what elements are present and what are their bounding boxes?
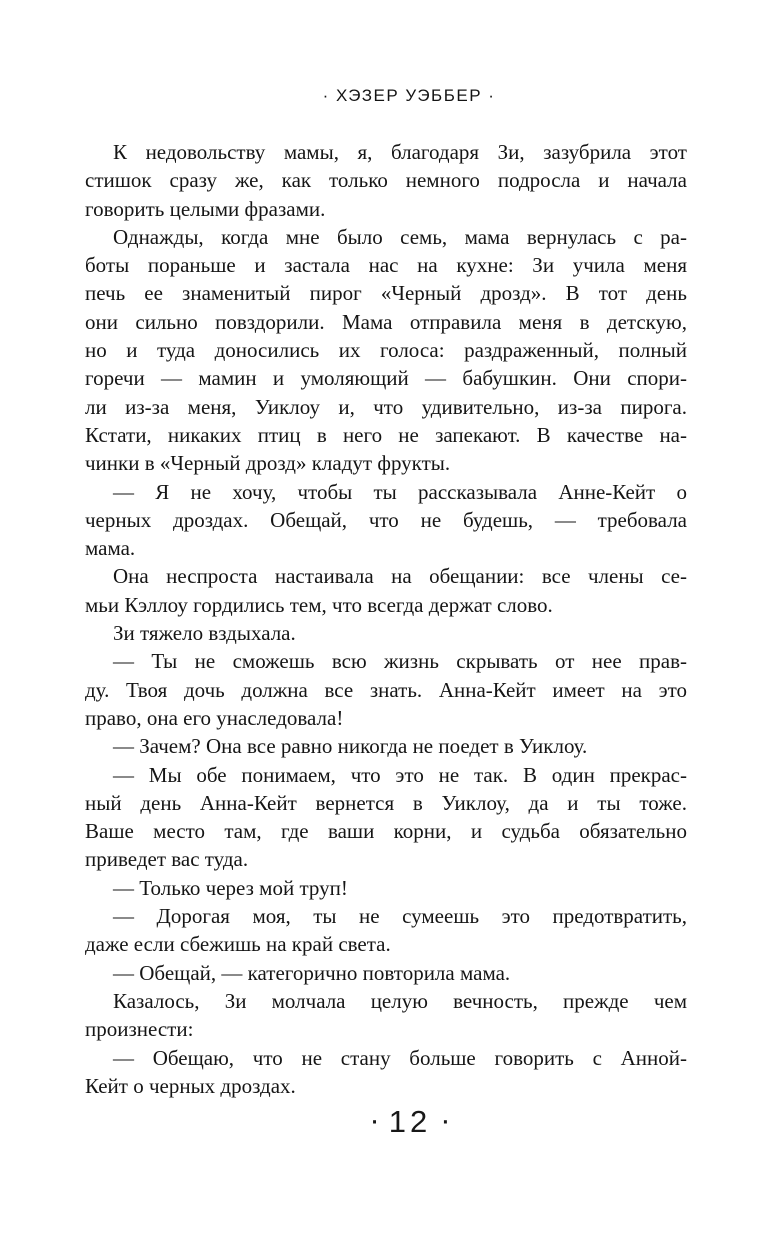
text-line: даже если сбежишь на край света. xyxy=(85,932,391,957)
text-line: — Обещай, — категорично повторила мама. xyxy=(113,960,511,985)
paragraph xyxy=(85,223,687,478)
text-line: мьи Кэллоу гордились тем, что всегда держат слово. xyxy=(85,592,553,617)
text-line: мама. xyxy=(85,536,136,561)
text-line: К недовольству мамы, я, благодаря Зи, зазубрила этот xyxy=(113,140,687,164)
paragraph xyxy=(85,478,687,563)
text-line: боты пораньше и застала нас на кухне: Зи учила меня xyxy=(85,253,687,278)
paragraph xyxy=(85,647,687,732)
text-line: Ваше место там, где ваши корни, и судьба обязательно xyxy=(85,819,687,844)
text-line: — Мы обе понимаем, что это не так. В один прекрас- xyxy=(113,762,687,787)
text-line: Кейт о черных дроздах. xyxy=(85,1073,296,1098)
page-number: 12 xyxy=(388,1104,432,1139)
text-line: приведет вас туда. xyxy=(85,847,249,872)
paragraph xyxy=(85,959,687,987)
text-line: Кстати, никаких птиц в него не запекают. В качестве на- xyxy=(85,422,687,447)
text-line: право, она его унаследовала! xyxy=(85,705,344,730)
text-line: Однажды, когда мне было семь, мама вернулась с ра- xyxy=(113,224,687,249)
paragraph xyxy=(85,619,687,647)
paragraph xyxy=(85,1044,687,1101)
folio-right-dot: · xyxy=(440,1102,451,1137)
text-line: — Я не хочу, чтобы ты рассказывала Анне-Кейт о xyxy=(113,479,687,504)
text-line: Зи тяжело вздыхала. xyxy=(113,621,296,646)
text-block xyxy=(85,138,687,1100)
text-line: но и туда доносились их голоса: раздраженный, полный xyxy=(85,338,687,363)
text-line: чинки в «Черный дрозд» кладут фрукты. xyxy=(85,451,451,476)
paragraph xyxy=(85,761,687,874)
text-line: Казалось, Зи молчала целую вечность, прежде чем xyxy=(113,988,687,1013)
text-line: Она неспроста настаивала на обещании: все члены се- xyxy=(113,564,687,589)
text-line: — Обещаю, что не стану больше говорить с Анной- xyxy=(113,1045,687,1070)
folio-left-dot: · xyxy=(369,1102,380,1137)
text-line: — Дорогая моя, ты не сумеешь это предотвратить, xyxy=(113,904,687,929)
text-line: ный день Анна-Кейт вернется в Уиклоу, да и ты тоже. xyxy=(85,790,687,815)
text-line: горечи — мамин и умоляющий — бабушкин. Они спори- xyxy=(85,366,687,391)
text-line: ли из-за меня, Уиклоу и, что удивительно, из-за пирога. xyxy=(85,394,687,419)
text-line: печь ее знаменитый пирог «Черный дрозд». В тот день xyxy=(85,281,687,306)
text-line: — Ты не сможешь всю жизнь скрывать от нее прав- xyxy=(113,649,687,674)
paragraph xyxy=(85,902,687,959)
text-line: говорить целыми фразами. xyxy=(85,196,326,221)
text-line: черных дроздах. Обещай, что не будешь, — требовала xyxy=(85,507,687,532)
paragraph xyxy=(85,987,687,1044)
paragraph xyxy=(85,562,687,619)
paragraph xyxy=(85,732,687,760)
paragraph xyxy=(85,138,687,223)
text-line: — Только через мой труп! xyxy=(113,875,348,900)
text-line: — Зачем? Она все равно никогда не поедет в Уиклоу. xyxy=(113,734,588,759)
page-footer xyxy=(26,1104,768,1140)
running-head-author: · ХЭЗЕР УЭББЕР · xyxy=(322,86,496,105)
text-line: ду. Твоя дочь должна все знать. Анна-Кейт имеет на это xyxy=(85,677,687,702)
text-line: стишок сразу же, как только немного подросла и начала xyxy=(85,168,687,193)
paragraph xyxy=(85,874,687,902)
text-line: произнести: xyxy=(85,1017,194,1042)
text-line: они сильно повздорили. Мама отправила меня в детскую, xyxy=(85,309,687,334)
